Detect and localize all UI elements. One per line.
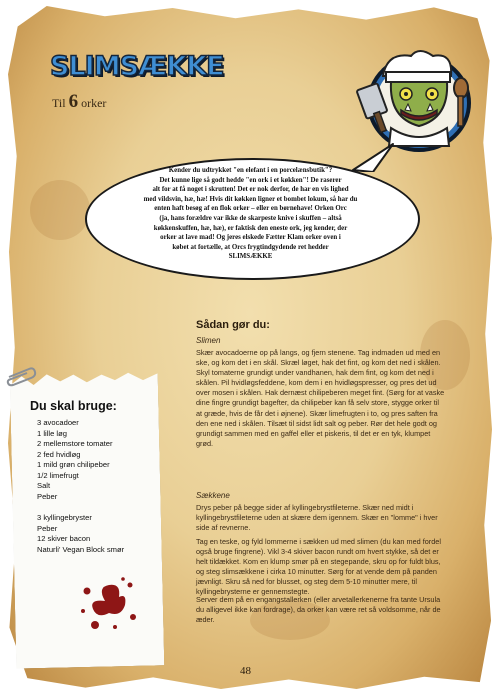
servings-suffix: orker bbox=[81, 96, 107, 110]
section-heading-saekkene: Sækkene bbox=[196, 491, 230, 500]
speech-line: alt for at få noget i skrutten! Det er nok derfor, de har en vis lighed bbox=[152, 186, 349, 194]
paperclip-icon bbox=[3, 363, 37, 391]
speech-line: SLIMSÆKKE bbox=[228, 253, 273, 261]
method-heading: Sådan gør du: bbox=[196, 319, 270, 331]
ingredient-item: 1 lille løg bbox=[37, 428, 67, 438]
method-paragraph: Drys peber på begge sider af kyllingebrystfileterne. Skær ned midt i kyllingebrystfileterne uden at skære dem igennem. Skær en "lomme" i hver side af revnerne. bbox=[196, 503, 438, 533]
ingredient-item: 2 fed hvidløg bbox=[37, 449, 81, 459]
recipe-title: SLIMSÆKKE bbox=[50, 51, 224, 82]
servings-prefix: Til bbox=[52, 96, 66, 110]
ingredient-item: 1/2 limefrugt bbox=[37, 470, 79, 480]
speech-line: Kender du udtrykket "en elefant i en porcelænsbutik"? bbox=[168, 167, 333, 174]
speech-line: købet at fortælle, at Orcs frygtindgydende ret hedder bbox=[172, 243, 329, 251]
orc-chef-icon bbox=[353, 48, 478, 152]
ingredients-heading: Du skal bruge: bbox=[30, 399, 117, 413]
speech-text bbox=[103, 166, 398, 262]
ingredients-list-2 bbox=[37, 513, 124, 555]
ingredients-list-1 bbox=[37, 418, 113, 502]
paper-stain bbox=[30, 180, 90, 240]
ingredient-item: Salt bbox=[37, 481, 51, 490]
method-paragraph: Skær avocadoerne op på langs, og fjern stenene. Tag indmaden ud med en ske, og kom det i en skål. Skræl løget, hak det fint, og kom det ned i skålen. Skyl tomaterne grundigt under vandhanen, hak dem fint, og kom det ned i skålen. Pil hvidløgsfeddene, kom dem i en hvidløgspresser, og pres det ud over mosen i skålen. Hak dernæst chilipeberen meget fint. (Sørg for at vaske dine fingre grundigt bagefter, da chilipeber kan få selv store, stygge orker til at græde, hvis de får det i øjnene). Skær limefrugten i to, og pres saften fra den ene ned i skålen. Tilsæt til sidst lidt salt og peber. Rør det hele godt og grundigt sammen med en gaffel eller et piskeris, til det er en tyk, klumpet grød. bbox=[196, 348, 445, 448]
method-paragraph: Server dem på en engangstallerken (eller arvetallerkenerne fra tante Ursula du alligevel ikke kan fordrage), da orker kan være ret så voldsomme, når de æder. bbox=[196, 595, 441, 625]
ingredient-item: 2 mellemstore tomater bbox=[37, 439, 113, 448]
speech-bubble bbox=[85, 150, 416, 282]
section-heading-slimen: Slimen bbox=[196, 336, 221, 345]
ingredient-item: Peber bbox=[37, 491, 58, 501]
speech-line: med vildsvin, hæ, hæ! Hvis dit køkken ligner et bombet lokum, så har du bbox=[143, 195, 358, 203]
speech-line: enten haft besøg af en flok orker – eller en børnehave! Orken Orc bbox=[154, 205, 347, 213]
ingredient-item: 3 avocadoer bbox=[37, 418, 79, 427]
ingredient-item: 3 kyllingebryster bbox=[37, 513, 92, 522]
page-number: 48 bbox=[240, 665, 251, 677]
ingredient-item: 12 skiver bacon bbox=[37, 534, 91, 543]
speech-line: Det kunne lige så godt hedde "en ork i et køkken"! De raserer bbox=[159, 176, 342, 184]
speech-line: orker at lave mad! Og jeres elskede Fætter Klam orker oven i bbox=[160, 234, 341, 242]
speech-line: køkkenskuffen, hæ, hæ), er faktisk den eneste ork, jeg kender, der bbox=[153, 224, 348, 232]
ingredient-item: Peber bbox=[37, 523, 58, 533]
servings-number: 6 bbox=[68, 91, 79, 112]
speech-line: (ja, hans forældre var ikke de skarpeste knive i skuffen – altså bbox=[159, 214, 342, 222]
servings bbox=[52, 91, 106, 113]
blood-splatter-icon bbox=[75, 573, 141, 635]
method-paragraph: Tag en teske, og fyld lommerne i sækken ud med slimen (du kan med fordel også bruge fingrene). Vikl 3-4 skiver bacon rundt om hvert stykke, så det er helt tildækket. Kom en klump smør på en stegepande, skru op for fuldt blus, og steg slimsækkene i cirka 10 minutter. Sørg for at vende dem på panden jævnligt. Skru så ned for blusset, og steg dem 5-10 minutter mere, til kyllingebrysterne er gennemstegte. bbox=[196, 537, 441, 597]
ingredient-item: Naturli' Vegan Block smør bbox=[37, 544, 125, 554]
ingredient-item: 1 mild grøn chilipeber bbox=[37, 460, 110, 469]
